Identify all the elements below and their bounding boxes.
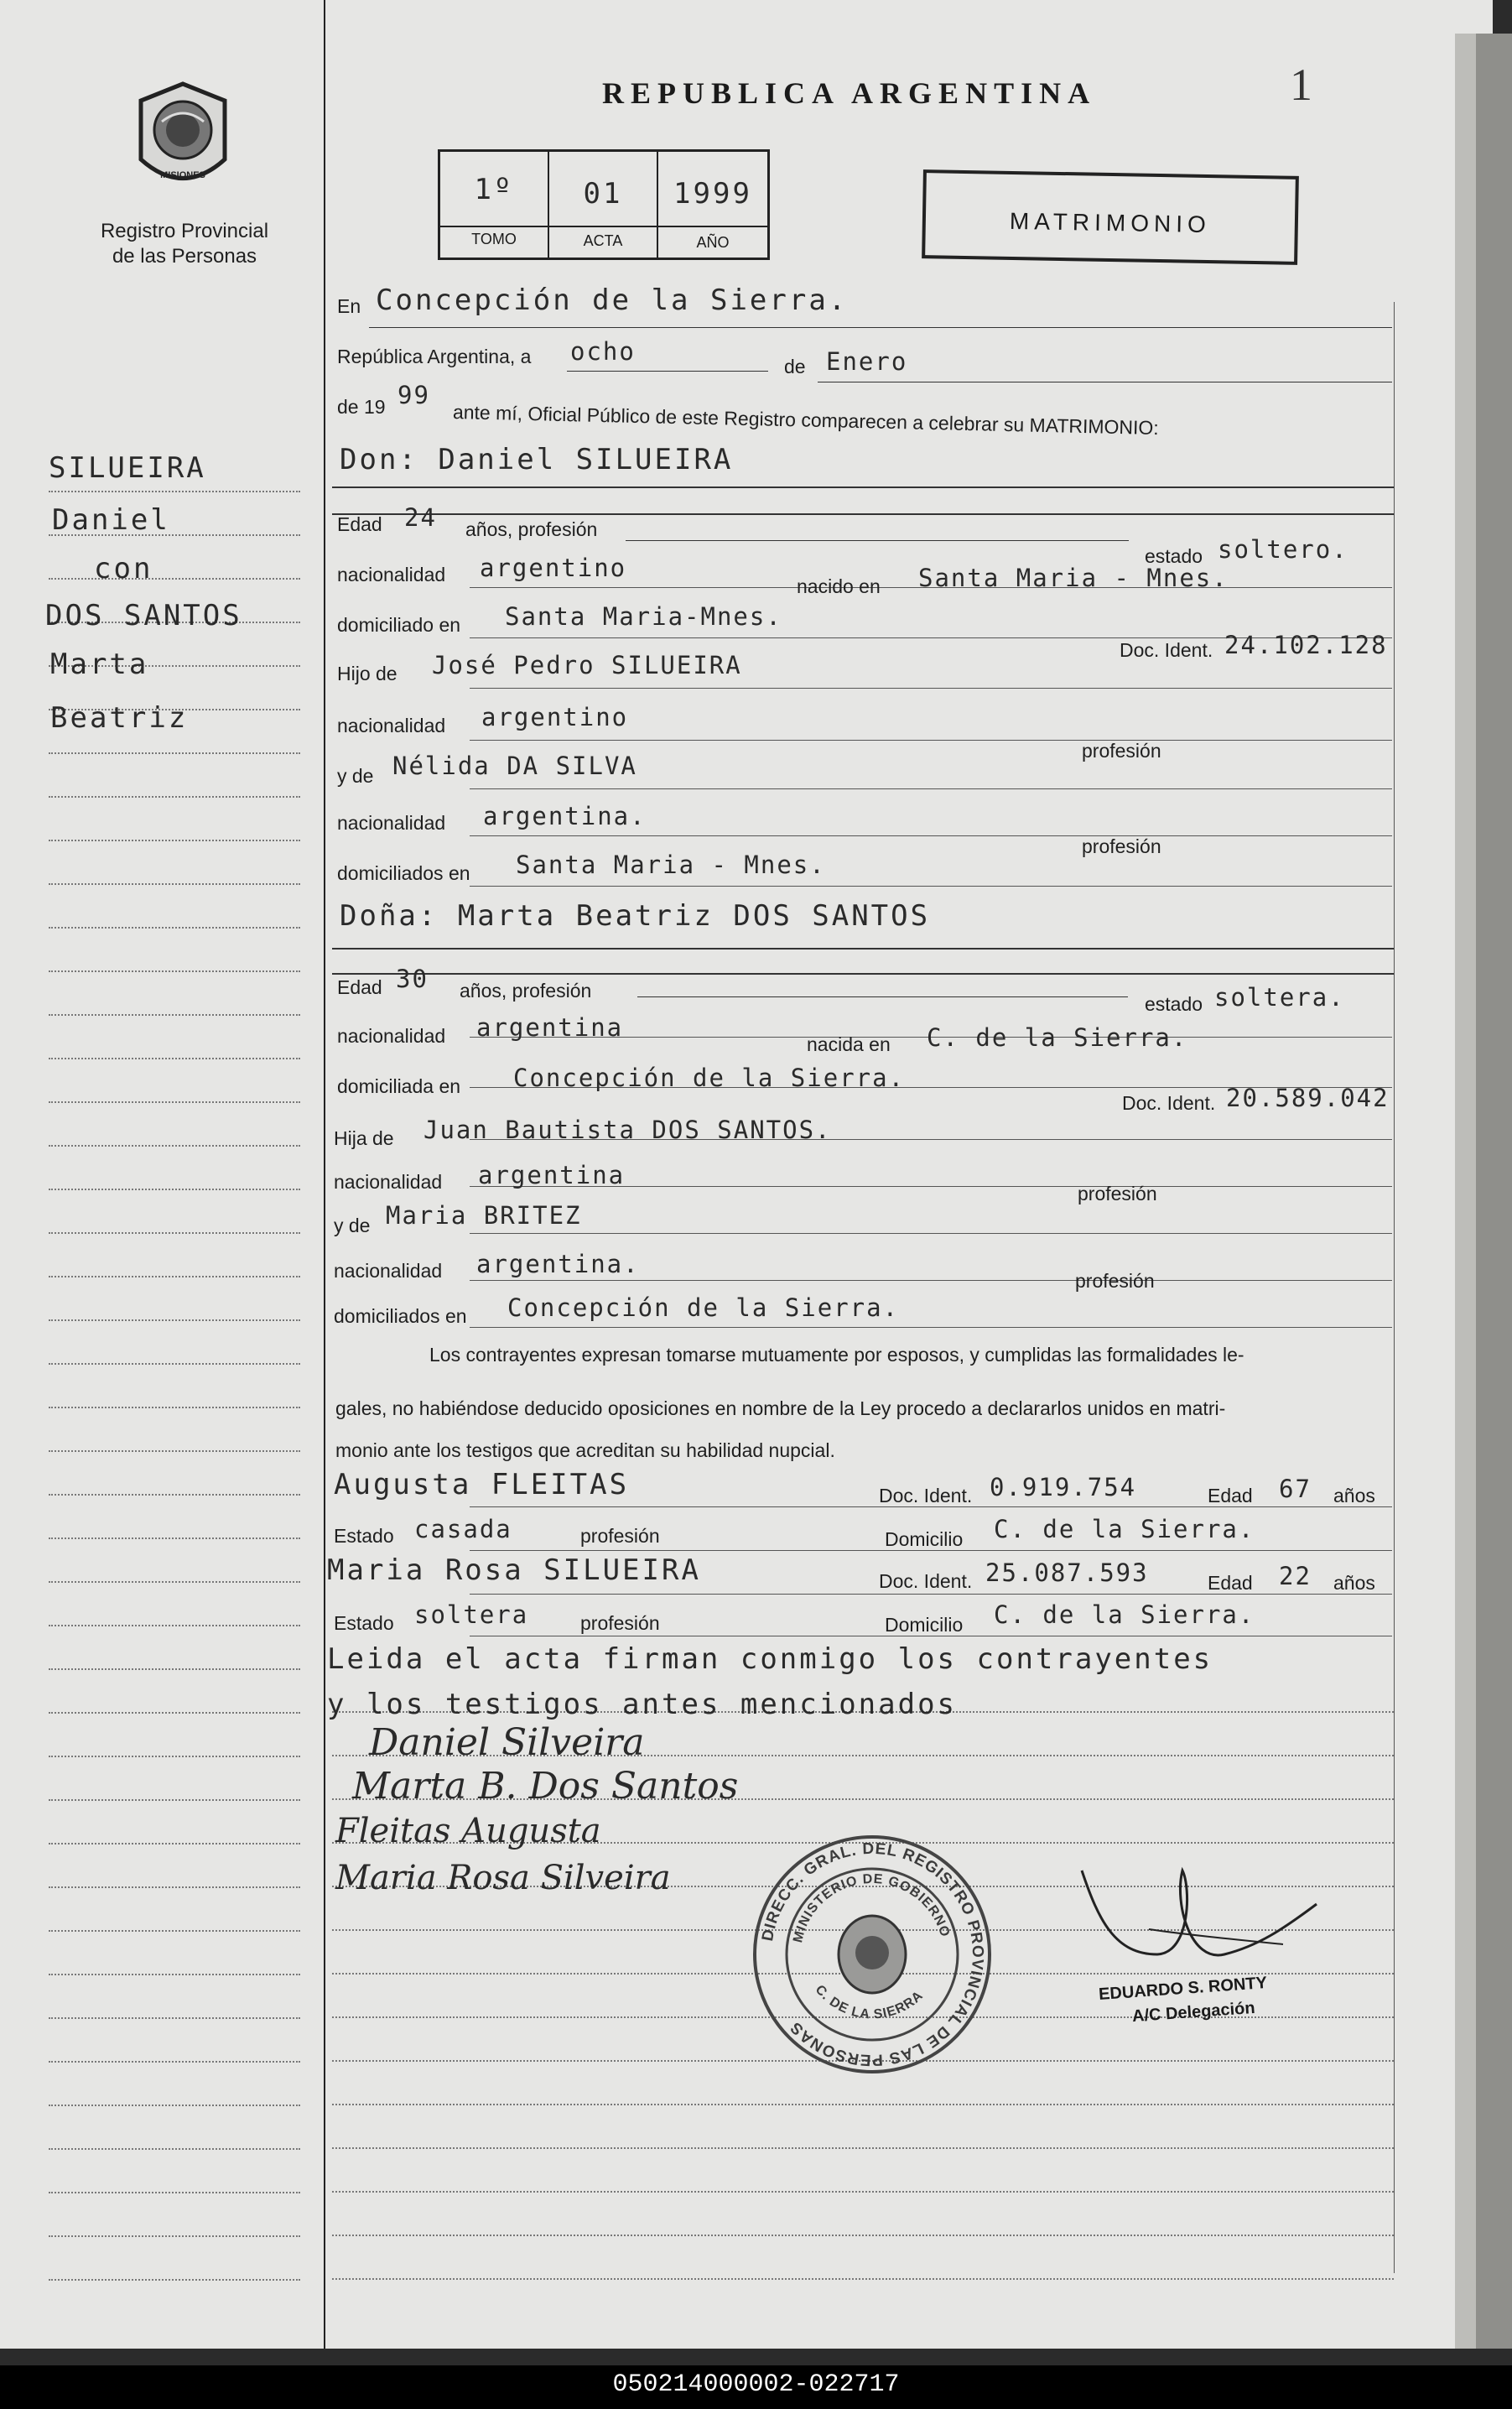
margin-ruled-line bbox=[49, 2192, 300, 2193]
margin-ruled-line bbox=[49, 1407, 300, 1408]
signature-groom: Daniel Silveira bbox=[369, 1721, 645, 1764]
margin-ruled-line bbox=[49, 970, 300, 972]
groom-name: Don: Daniel SILUEIRA bbox=[340, 443, 734, 476]
en-label: En bbox=[337, 295, 361, 317]
bride-doc-label: Doc. Ident. bbox=[1122, 1092, 1216, 1114]
registry-name-line2: de las Personas bbox=[112, 245, 257, 268]
official-signature-scribble bbox=[1065, 1854, 1342, 1988]
stamp-outer-text: DIRECC. GRAL. DEL REGISTRO PROVINCIAL DE LAS PERSONAS bbox=[759, 1839, 987, 2069]
groom-father: José Pedro SILUEIRA bbox=[432, 651, 742, 679]
bride-mother-prof-label: profesión bbox=[1075, 1270, 1155, 1292]
groom-doc: 24.102.128 bbox=[1224, 631, 1388, 659]
signature-ruled-line bbox=[332, 2191, 1394, 2193]
groom-dom-label: domiciliado en bbox=[337, 614, 461, 636]
margin-ruled-line bbox=[49, 1668, 300, 1670]
margin-ruled-line bbox=[49, 2148, 300, 2150]
witness2-age: 22 bbox=[1279, 1562, 1312, 1590]
margin-ruled-line bbox=[49, 1494, 300, 1496]
margin-ruled-line bbox=[49, 1930, 300, 1932]
margin-ruled-line bbox=[49, 752, 300, 754]
ano-label: AÑO bbox=[696, 234, 730, 251]
witness1-dom-label: Domicilio bbox=[885, 1528, 964, 1550]
signature-ruled-line bbox=[332, 2278, 1394, 2280]
bride-nacida: C. de la Sierra. bbox=[927, 1023, 1188, 1052]
groom-nacido-label: nacido en bbox=[797, 575, 881, 597]
body-ruled-line bbox=[470, 835, 1392, 836]
groom-estado-label: estado bbox=[1145, 545, 1203, 567]
groom-parents-dom-label: domiciliados en bbox=[337, 862, 470, 884]
witness1-doc-label: Doc. Ident. bbox=[879, 1485, 973, 1506]
page-number: 1 bbox=[1290, 60, 1312, 110]
groom-father-prof-label: profesión bbox=[1082, 740, 1161, 762]
groom-age: 24 bbox=[404, 503, 437, 532]
witness2-edad-label: Edad bbox=[1208, 1572, 1253, 1594]
groom-doc-label: Doc. Ident. bbox=[1120, 639, 1213, 661]
bride-mother-nac-label: nacionalidad bbox=[334, 1260, 443, 1282]
witness1-age: 67 bbox=[1279, 1475, 1312, 1503]
margin-ruled-line bbox=[49, 491, 300, 492]
margin-ruled-line bbox=[49, 1756, 300, 1757]
witness2-doc: 25.087.593 bbox=[985, 1558, 1149, 1587]
day-value: ocho bbox=[570, 337, 636, 366]
margin-ruled-line bbox=[49, 1319, 300, 1321]
margin-ruled-line bbox=[49, 1581, 300, 1583]
page-edge-shadow bbox=[1476, 34, 1512, 2349]
groom-yde-label: y de bbox=[337, 765, 374, 787]
witness1-estado: casada bbox=[414, 1515, 512, 1543]
bride-name: Doña: Marta Beatriz DOS SANTOS bbox=[340, 899, 931, 933]
ano-value: 1999 bbox=[673, 177, 752, 211]
margin-ruled-line bbox=[49, 2279, 300, 2281]
right-rule bbox=[1394, 302, 1395, 2273]
de19-label: de 19 bbox=[337, 396, 386, 418]
signature-ruled-line bbox=[332, 2104, 1394, 2105]
groom-mother-nac: argentina. bbox=[483, 802, 647, 830]
witness1-doc: 0.919.754 bbox=[990, 1473, 1137, 1501]
groom-hijo-label: Hijo de bbox=[337, 663, 397, 684]
margin-ruled-line bbox=[49, 578, 300, 580]
groom-estado: soltero. bbox=[1218, 535, 1348, 564]
margin-ruled-line bbox=[49, 1974, 300, 1975]
margin-ruled-line bbox=[49, 883, 300, 885]
margin-ruled-line bbox=[49, 2061, 300, 2063]
official-name: EDUARDO S. RONTY bbox=[1098, 1974, 1268, 2004]
official-role: A/C Delegación bbox=[1131, 1998, 1256, 2027]
groom-parents-dom: Santa Maria - Mnes. bbox=[516, 851, 826, 879]
bride-hija-label: Hija de bbox=[334, 1127, 394, 1149]
margin-ruled-line bbox=[49, 1843, 300, 1844]
body-ruled-line bbox=[470, 1327, 1392, 1328]
signature-witness1: Fleitas Augusta bbox=[335, 1812, 601, 1850]
margin-note-first-name: Daniel bbox=[52, 503, 170, 537]
margin-ruled-line bbox=[49, 1145, 300, 1147]
witness2-dom: C. de la Sierra. bbox=[994, 1600, 1255, 1629]
margin-ruled-line bbox=[49, 1058, 300, 1059]
bride-dom-label: domiciliada en bbox=[337, 1075, 461, 1097]
closing-line1: Leida el acta firman conmigo los contrayentes bbox=[327, 1642, 1213, 1676]
margin-ruled-line bbox=[49, 2017, 300, 2019]
place-value: Concepción de la Sierra. bbox=[376, 284, 849, 317]
year-suffix: 99 bbox=[397, 381, 430, 409]
bride-father-prof-label: profesión bbox=[1078, 1183, 1157, 1204]
bride-father-nac-label: nacionalidad bbox=[334, 1171, 443, 1193]
groom-mother-prof-label: profesión bbox=[1082, 835, 1161, 857]
groom-anos-label: años, profesión bbox=[465, 518, 598, 540]
registry-stamp bbox=[746, 1829, 998, 2080]
bride-anos-label: años, profesión bbox=[460, 980, 592, 1002]
witness1-anos-label: años bbox=[1333, 1485, 1375, 1506]
bride-edad-label: Edad bbox=[337, 976, 382, 998]
margin-ruled-line bbox=[49, 1712, 300, 1714]
margin-ruled-line bbox=[49, 1014, 300, 1016]
de-label: de bbox=[784, 356, 806, 377]
declaration-line3: monio ante los testigos que acreditan su habilidad nupcial. bbox=[335, 1439, 835, 1461]
margin-ruled-line bbox=[49, 1625, 300, 1626]
registry-name-line1: Registro Provincial bbox=[100, 220, 269, 242]
margin-note-surname: SILUEIRA bbox=[49, 451, 206, 485]
bride-mother-nac: argentina. bbox=[476, 1250, 640, 1278]
republica-label: República Argentina, a bbox=[337, 346, 532, 367]
body-ruled-line bbox=[470, 1280, 1392, 1281]
ante-text: ante mí, Oficial Público de este Registro comparecen a celebrar su MATRIMONIO: bbox=[452, 401, 1160, 440]
groom-nacido: Santa Maria - Mnes. bbox=[918, 564, 1229, 592]
signature-bride: Marta B. Dos Santos bbox=[352, 1765, 739, 1808]
bride-mother: Maria BRITEZ bbox=[386, 1201, 582, 1230]
witness2-doc-label: Doc. Ident. bbox=[879, 1570, 973, 1592]
margin-ruled-line bbox=[49, 927, 300, 929]
groom-father-nac: argentino bbox=[481, 703, 629, 731]
tomo-value: 1º bbox=[474, 173, 514, 206]
bride-age: 30 bbox=[396, 965, 429, 993]
witness2-estado: soltera bbox=[414, 1600, 529, 1629]
groom-nac-label: nacionalidad bbox=[337, 564, 446, 585]
witness1-name: Augusta FLEITAS bbox=[334, 1468, 630, 1501]
margin-ruled-line bbox=[49, 840, 300, 841]
margin-ruled-line bbox=[49, 1450, 300, 1452]
bride-nac-label: nacionalidad bbox=[337, 1025, 446, 1047]
groom-father-nac-label: nacionalidad bbox=[337, 715, 446, 736]
body-ruled-line bbox=[470, 886, 1392, 887]
record-index-box bbox=[438, 149, 770, 260]
margin-ruled-line bbox=[49, 796, 300, 798]
record-type-box bbox=[922, 169, 1299, 265]
bride-doc: 20.589.042 bbox=[1226, 1084, 1390, 1112]
witness2-dom-label: Domicilio bbox=[885, 1614, 964, 1636]
registry-seal-logo bbox=[124, 75, 242, 201]
margin-ruled-line bbox=[49, 1537, 300, 1539]
witness2-name: Maria Rosa SILUEIRA bbox=[327, 1553, 701, 1587]
month-value: Enero bbox=[826, 347, 908, 376]
margin-ruled-line bbox=[49, 1799, 300, 1801]
body-ruled-line bbox=[470, 788, 1392, 789]
bride-parents-dom-label: domiciliados en bbox=[334, 1305, 467, 1327]
witness2-estado-label: Estado bbox=[334, 1612, 394, 1634]
margin-note-bride-second: Beatriz bbox=[50, 701, 189, 735]
witness1-edad-label: Edad bbox=[1208, 1485, 1253, 1506]
witness1-prof-label: profesión bbox=[580, 1525, 660, 1547]
signature-ruled-line bbox=[332, 2147, 1394, 2149]
groom-nac: argentino bbox=[480, 554, 627, 582]
groom-edad-label: Edad bbox=[337, 513, 382, 535]
bride-yde-label: y de bbox=[334, 1215, 371, 1236]
margin-ruled-line bbox=[49, 1232, 300, 1234]
tomo-label: TOMO bbox=[471, 231, 517, 247]
stamp-bottom-text: C. DE LA SIERRA bbox=[812, 1982, 927, 2022]
body-ruled-line bbox=[470, 1233, 1392, 1234]
body-ruled-line bbox=[470, 740, 1392, 741]
witness2-anos-label: años bbox=[1333, 1572, 1375, 1594]
bride-estado-label: estado bbox=[1145, 993, 1203, 1015]
margin-ruled-line bbox=[49, 2105, 300, 2106]
margin-note-con: con bbox=[94, 552, 153, 585]
margin-ruled-line bbox=[49, 1363, 300, 1365]
record-type: MATRIMONIO bbox=[1009, 207, 1212, 238]
acta-label: ACTA bbox=[583, 232, 623, 249]
groom-dom: Santa Maria-Mnes. bbox=[505, 602, 782, 631]
closing-line2: y los testigos antes mencionados bbox=[327, 1688, 958, 1721]
bride-estado: soltera. bbox=[1214, 983, 1345, 1012]
margin-ruled-line bbox=[49, 2235, 300, 2237]
body-ruled-line bbox=[470, 1594, 1392, 1595]
groom-mother-nac-label: nacionalidad bbox=[337, 812, 446, 834]
bride-father-nac: argentina bbox=[478, 1161, 626, 1189]
bride-nac: argentina bbox=[476, 1013, 624, 1042]
witness1-estado-label: Estado bbox=[334, 1525, 394, 1547]
bride-father: Juan Bautista DOS SANTOS. bbox=[423, 1116, 832, 1144]
bride-parents-dom: Concepción de la Sierra. bbox=[507, 1293, 900, 1322]
margin-ruled-line bbox=[49, 1101, 300, 1103]
seal-text: MISIONES bbox=[160, 170, 205, 180]
bride-nacida-label: nacida en bbox=[807, 1033, 891, 1055]
margin-ruled-line bbox=[49, 1189, 300, 1190]
margin-note-bride-first: Marta bbox=[50, 648, 149, 681]
signature-witness2: Maria Rosa Silveira bbox=[335, 1859, 671, 1897]
margin-ruled-line bbox=[49, 1276, 300, 1277]
groom-mother: Nélida DA SILVA bbox=[392, 752, 637, 780]
bride-dom: Concepción de la Sierra. bbox=[513, 1064, 906, 1092]
margin-ruled-line bbox=[49, 1886, 300, 1888]
declaration-line2: gales, no habiéndose deducido oposiciones en nombre de la Ley procedo a declararlos unidos en matri- bbox=[335, 1397, 1226, 1419]
margin-rule bbox=[324, 0, 325, 2349]
declaration-line1: Los contrayentes expresan tomarse mutuamente por esposos, y cumplidas las formalidades le- bbox=[429, 1344, 1244, 1366]
body-ruled-line bbox=[470, 688, 1392, 689]
witness1-dom: C. de la Sierra. bbox=[994, 1515, 1255, 1543]
country-title: REPUBLICA ARGENTINA bbox=[602, 76, 1097, 110]
margin-note-bride-surname: DOS SANTOS bbox=[45, 599, 242, 632]
witness2-prof-label: profesión bbox=[580, 1612, 660, 1634]
signature-ruled-line bbox=[332, 2235, 1394, 2236]
document-id: 050214000002-022717 bbox=[612, 2370, 900, 2399]
stamp-inner-text: MINISTERIO DE GOBIERNO bbox=[791, 1871, 953, 1944]
acta-value: 01 bbox=[583, 177, 623, 211]
